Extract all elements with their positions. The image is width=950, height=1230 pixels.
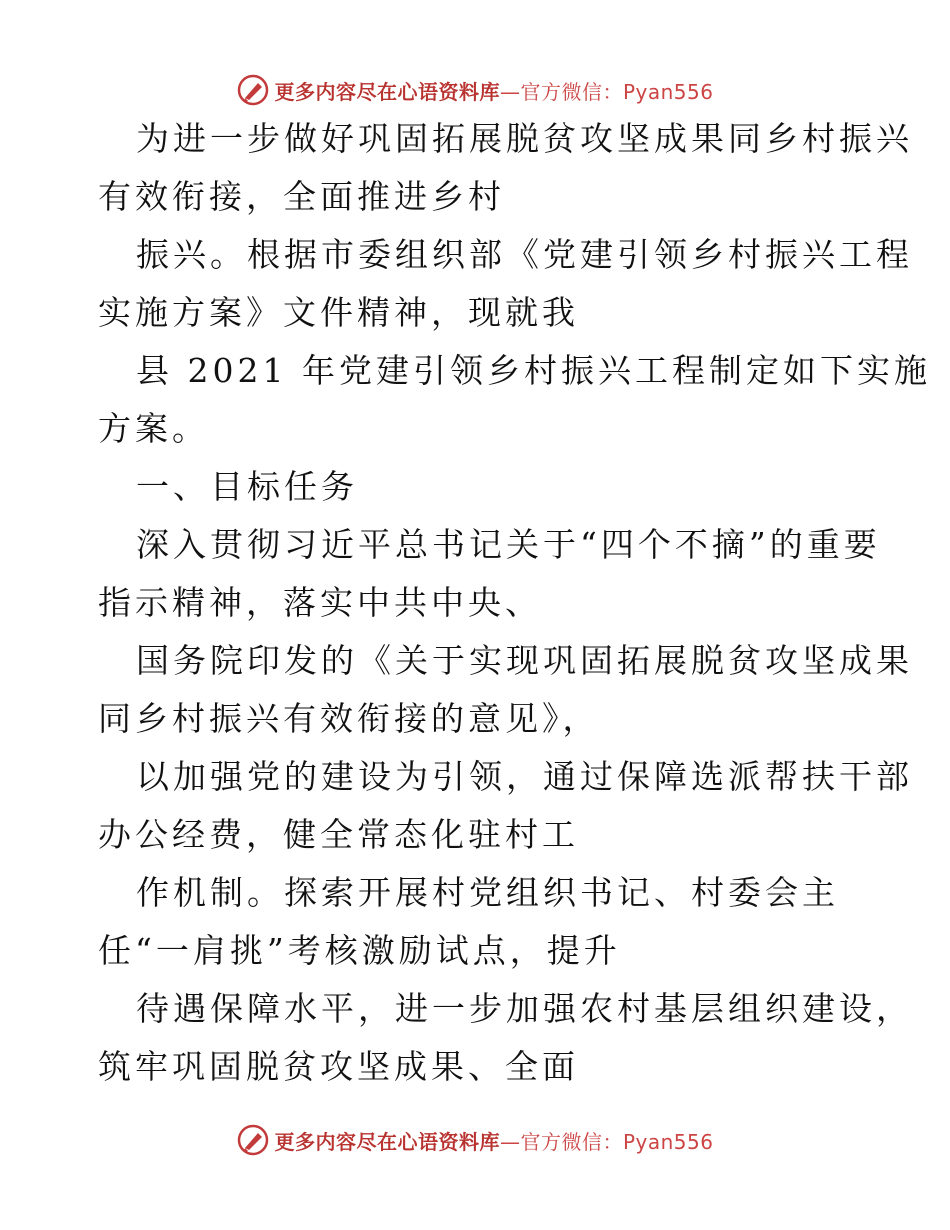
watermark-text bbox=[274, 1126, 713, 1155]
text-line: 办公经费，健全常态化驻村工 bbox=[98, 815, 579, 854]
text-line: 深入贯彻习近平总书记关于“四个不摘”的重要 bbox=[136, 525, 881, 564]
watermark-wechat: 官方微信：Pyan556 bbox=[520, 79, 714, 104]
watermark-wechat: 官方微信：Pyan556 bbox=[520, 1129, 714, 1154]
document-body bbox=[98, 119, 931, 1108]
watermark-header bbox=[0, 70, 950, 110]
text-line: 为进一步做好巩固拓展脱贫攻坚成果同乡村振兴 bbox=[136, 119, 913, 158]
section-heading: 一、目标任务 bbox=[136, 467, 358, 506]
text-line: 指示精神，落实中共中央、 bbox=[98, 583, 542, 622]
text-line: 作机制。探索开展村党组织书记、村委会主 bbox=[136, 873, 839, 912]
text-line: 振兴。根据市委组织部《党建引领乡村振兴工程 bbox=[136, 235, 913, 274]
text-line: 国务院印发的《关于实现巩固拓展脱贫攻坚成果 bbox=[136, 641, 913, 680]
watermark-footer bbox=[0, 1120, 950, 1160]
text-line: 方案。 bbox=[98, 409, 209, 448]
text-line: 县 2021 年党建引领乡村振兴工程制定如下实施 bbox=[136, 351, 931, 390]
pen-logo-icon bbox=[236, 1123, 270, 1157]
text-line: 实施方案》文件精神，现就我 bbox=[98, 293, 579, 332]
watermark-dash: — bbox=[499, 79, 521, 104]
text-line: 待遇保障水平，进一步加强农村基层组织建设， bbox=[136, 989, 913, 1028]
text-line: 同乡村振兴有效衔接的意见》， bbox=[98, 699, 600, 738]
text-line: 任“一肩挑”考核激励试点，提升 bbox=[98, 931, 621, 970]
text-line: 以加强党的建设为引领，通过保障选派帮扶干部 bbox=[136, 757, 913, 796]
watermark-site: 更多内容尽在心语资料库 bbox=[274, 1129, 500, 1154]
watermark-text bbox=[274, 76, 713, 105]
watermark-site: 更多内容尽在心语资料库 bbox=[274, 79, 500, 104]
text-line: 筑牢巩固脱贫攻坚成果、全面 bbox=[98, 1047, 579, 1086]
pen-logo-icon bbox=[236, 73, 270, 107]
watermark-dash: — bbox=[499, 1129, 521, 1154]
text-line: 有效衔接，全面推进乡村 bbox=[98, 177, 505, 216]
